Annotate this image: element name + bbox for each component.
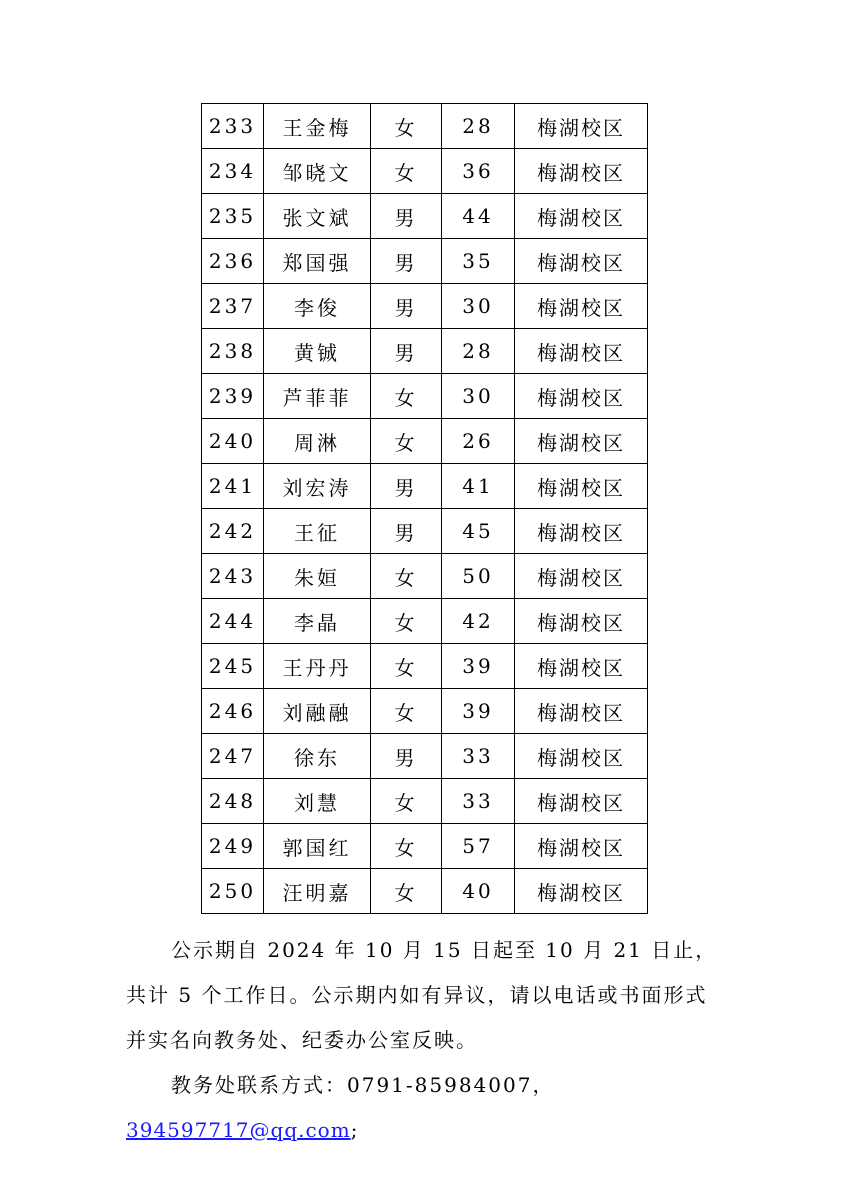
cell-number: 240 [202,419,264,464]
cell-gender: 女 [371,644,442,689]
cell-gender: 男 [371,509,442,554]
cell-campus: 梅湖校区 [515,509,648,554]
table-row [202,869,648,914]
cell-number: 239 [202,374,264,419]
cell-age: 30 [442,374,515,419]
cell-age: 39 [442,644,515,689]
notice-section [126,928,726,1153]
table-row [202,464,648,509]
cell-campus: 梅湖校区 [515,329,648,374]
cell-name: 刘慧 [264,779,371,824]
roster-table [201,103,648,914]
table-row [202,734,648,779]
cell-gender: 女 [371,419,442,464]
cell-age: 44 [442,194,515,239]
cell-gender: 女 [371,779,442,824]
cell-number: 235 [202,194,264,239]
cell-number: 234 [202,149,264,194]
contact-email-link[interactable]: 394597717@qq.com [126,1118,351,1142]
cell-gender: 男 [371,284,442,329]
cell-campus: 梅湖校区 [515,869,648,914]
table-row [202,599,648,644]
cell-campus: 梅湖校区 [515,104,648,149]
cell-gender: 男 [371,194,442,239]
cell-number: 249 [202,824,264,869]
cell-age: 45 [442,509,515,554]
cell-number: 233 [202,104,264,149]
cell-name: 徐东 [264,734,371,779]
cell-campus: 梅湖校区 [515,689,648,734]
cell-number: 238 [202,329,264,374]
cell-name: 李俊 [264,284,371,329]
cell-campus: 梅湖校区 [515,149,648,194]
cell-number: 247 [202,734,264,779]
contact-suffix: ; [350,1118,360,1142]
cell-age: 39 [442,689,515,734]
cell-campus: 梅湖校区 [515,779,648,824]
table-row [202,239,648,284]
cell-name: 郑国强 [264,239,371,284]
cell-gender: 女 [371,869,442,914]
contact-line [126,1063,726,1153]
cell-campus: 梅湖校区 [515,734,648,779]
cell-name: 刘融融 [264,689,371,734]
table-row [202,284,648,329]
cell-gender: 女 [371,554,442,599]
cell-name: 汪明嘉 [264,869,371,914]
cell-campus: 梅湖校区 [515,464,648,509]
cell-number: 243 [202,554,264,599]
table-row [202,194,648,239]
cell-campus: 梅湖校区 [515,599,648,644]
cell-gender: 女 [371,149,442,194]
cell-name: 邹晓文 [264,149,371,194]
table-row [202,554,648,599]
cell-gender: 男 [371,329,442,374]
cell-gender: 男 [371,239,442,284]
cell-number: 250 [202,869,264,914]
table-row [202,509,648,554]
table-row [202,149,648,194]
cell-age: 33 [442,734,515,779]
cell-number: 241 [202,464,264,509]
cell-age: 35 [442,239,515,284]
table-row [202,419,648,464]
cell-campus: 梅湖校区 [515,824,648,869]
cell-age: 28 [442,104,515,149]
cell-number: 244 [202,599,264,644]
table-row [202,824,648,869]
table-row [202,779,648,824]
cell-name: 周淋 [264,419,371,464]
cell-campus: 梅湖校区 [515,194,648,239]
cell-number: 248 [202,779,264,824]
cell-campus: 梅湖校区 [515,239,648,284]
cell-name: 王丹丹 [264,644,371,689]
roster-table-body [202,104,648,914]
cell-age: 33 [442,779,515,824]
cell-number: 246 [202,689,264,734]
cell-gender: 女 [371,374,442,419]
cell-age: 41 [442,464,515,509]
cell-number: 237 [202,284,264,329]
table-row [202,374,648,419]
cell-campus: 梅湖校区 [515,644,648,689]
cell-age: 42 [442,599,515,644]
cell-number: 236 [202,239,264,284]
cell-name: 王征 [264,509,371,554]
cell-number: 242 [202,509,264,554]
cell-name: 黄铖 [264,329,371,374]
cell-gender: 男 [371,464,442,509]
cell-campus: 梅湖校区 [515,284,648,329]
cell-age: 30 [442,284,515,329]
cell-name: 李晶 [264,599,371,644]
cell-name: 郭国红 [264,824,371,869]
cell-gender: 女 [371,689,442,734]
table-row [202,644,648,689]
notice-paragraph: 公示期自 2024 年 10 月 15 日起至 10 月 21 日止，共计 5 个工作日。公示期内如有异议，请以电话或书面形式并实名向教务处、纪委办公室反映。 [126,938,718,1052]
cell-campus: 梅湖校区 [515,554,648,599]
cell-age: 57 [442,824,515,869]
cell-age: 28 [442,329,515,374]
cell-age: 26 [442,419,515,464]
cell-name: 张文斌 [264,194,371,239]
cell-age: 40 [442,869,515,914]
cell-name: 芦菲菲 [264,374,371,419]
contact-prefix: 教务处联系方式：0791-85984007， [171,1073,555,1097]
cell-campus: 梅湖校区 [515,419,648,464]
cell-gender: 男 [371,734,442,779]
table-row [202,104,648,149]
cell-gender: 女 [371,104,442,149]
cell-number: 245 [202,644,264,689]
cell-age: 50 [442,554,515,599]
cell-gender: 女 [371,824,442,869]
cell-gender: 女 [371,599,442,644]
cell-name: 朱姮 [264,554,371,599]
table-row [202,329,648,374]
cell-name: 王金梅 [264,104,371,149]
table-row [202,689,648,734]
cell-campus: 梅湖校区 [515,374,648,419]
cell-name: 刘宏涛 [264,464,371,509]
cell-age: 36 [442,149,515,194]
